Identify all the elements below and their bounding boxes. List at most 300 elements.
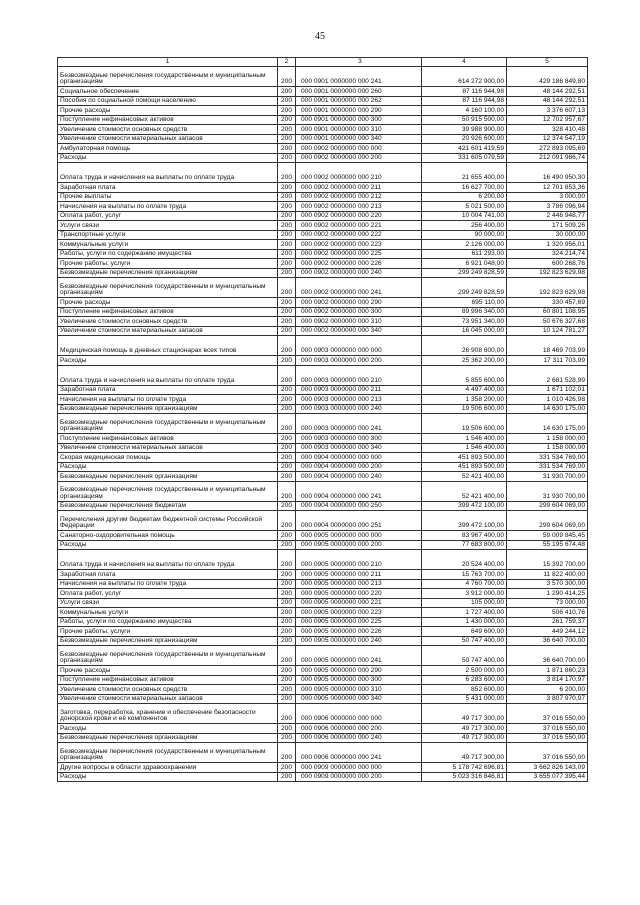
executed-amount: 261 759,37 [507,617,588,627]
executed-amount: 3 376 607,13 [507,106,588,116]
budget-code: 000 0902 0000000 000 211 [296,183,422,193]
approved-amount: 16 627 700,00 [422,183,507,193]
table-row [58,501,588,511]
approved-amount: 73 951 340,00 [422,317,507,327]
approved-amount: 5 023 316 846,81 [422,772,507,782]
row-label: Услуги связи [58,221,278,231]
approved-amount: 52 421 400,00 [422,481,507,501]
row-label: Оплата труда и начисления на выплаты по оплате труда [58,163,278,183]
budget-code: 000 0905 0000000 000 220 [296,589,422,599]
table-row [58,666,588,676]
table-row [58,211,588,221]
row-label: Коммунальные услуги [58,608,278,618]
executed-amount: 48 144 292,51 [507,96,588,106]
executed-amount: 3 786 096,94 [507,202,588,212]
executed-amount: 1 320 956,01 [507,240,588,250]
executed-amount: 2 446 948,77 [507,211,588,221]
table-row [58,462,588,472]
table-row [58,675,588,685]
line-code: 200 [278,221,296,231]
line-code: 200 [278,462,296,472]
executed-amount: 600 268,76 [507,259,588,269]
approved-amount: 20 926 600,00 [422,134,507,144]
row-label: Поступление нефинансовых активов [58,675,278,685]
row-label: 1 [58,58,278,67]
budget-code: 000 0902 0000000 000 240 [296,268,422,278]
row-label: Прочие расходы [58,298,278,308]
executed-amount: 1 871 860,23 [507,666,588,676]
executed-amount: 31 930 700,00 [507,472,588,482]
table-row [58,472,588,482]
approved-amount: 16 045 000,00 [422,326,507,336]
row-label: Заработная плата [58,183,278,193]
line-code: 200 [278,298,296,308]
row-label: Увеличение стоимости материальных запасов [58,443,278,453]
table-row [58,202,588,212]
approved-amount: 3 912 000,00 [422,589,507,599]
approved-amount: 105 000,00 [422,598,507,608]
line-code: 200 [278,627,296,637]
line-code: 200 [278,675,296,685]
budget-code: 000 0905 0000000 000 210 [296,550,422,570]
table-row [58,278,588,298]
table-row [58,404,588,414]
executed-amount: 171 509,26 [507,221,588,231]
approved-amount: 49 717 300,00 [422,724,507,734]
executed-amount: 1 158 000,00 [507,443,588,453]
executed-amount: 429 186 849,80 [507,67,588,87]
table-row [58,336,588,356]
row-label: Амбулаторная помощь [58,144,278,154]
approved-amount: 2 500 000,00 [422,666,507,676]
row-label: Оплата труда и начисления на выплаты по оплате труда [58,365,278,385]
executed-amount: 3 000,00 [507,192,588,202]
table-row [58,192,588,202]
approved-amount: 4 160 100,00 [422,106,507,116]
row-label: Перечисления другим бюджетам бюджетной системы Российской Федерации [58,511,278,531]
budget-code: 000 0906 0000000 000 000 [296,704,422,724]
executed-amount: 17 311 703,99 [507,356,588,366]
table-row [58,365,588,385]
approved-amount: 256 400,00 [422,221,507,231]
line-code: 200 [278,579,296,589]
budget-code: 000 0903 0000000 000 340 [296,443,422,453]
line-code: 200 [278,414,296,434]
row-label: Прочие выплаты [58,192,278,202]
budget-code: 000 0903 0000000 000 241 [296,414,422,434]
row-label: Расходы [58,356,278,366]
table-row [58,268,588,278]
executed-amount: 37 016 550,00 [507,733,588,743]
row-label: Медицинская помощь в дневных стационарах всех типов [58,336,278,356]
approved-amount: 89 996 340,00 [422,307,507,317]
row-label: Поступление нефинансовых активов [58,307,278,317]
approved-amount: 5 855 600,00 [422,365,507,385]
executed-amount: 60 801 108,95 [507,307,588,317]
line-code: 200 [278,96,296,106]
budget-code: 000 0905 0000000 000 221 [296,598,422,608]
line-code: 200 [278,724,296,734]
approved-amount: 331 605 079,59 [422,153,507,163]
line-code: 200 [278,453,296,463]
approved-amount: 1 727 400,00 [422,608,507,618]
table-row [58,385,588,395]
executed-amount: 5 [507,58,588,67]
approved-amount: 49 717 300,00 [422,733,507,743]
executed-amount: 2 681 528,99 [507,365,588,385]
row-label: Скорая медицинская помощь [58,453,278,463]
line-code: 200 [278,694,296,704]
line-code: 200 [278,472,296,482]
table-row [58,608,588,618]
table-row [58,395,588,405]
budget-code: 000 0905 0000000 000 300 [296,675,422,685]
line-code: 200 [278,733,296,743]
line-code: 200 [278,404,296,414]
budget-table [57,57,588,782]
budget-code: 000 0902 0000000 000 241 [296,278,422,298]
executed-amount: 328 410,48 [507,125,588,135]
approved-amount: 6 921 048,00 [422,259,507,269]
approved-amount: 4 497 400,00 [422,385,507,395]
budget-code: 000 0904 0000000 000 241 [296,481,422,501]
approved-amount: 1 358 200,00 [422,395,507,405]
executed-amount: 30 000,00 [507,230,588,240]
row-label: Безвозмездные перечисления государственным и муниципальным организациям [58,743,278,763]
budget-code: 000 0902 0000000 000 226 [296,259,422,269]
budget-code: 000 0904 0000000 000 250 [296,501,422,511]
approved-amount: 6 283 600,00 [422,675,507,685]
table-row [58,434,588,444]
row-label: Безвозмездные перечисления государственным и муниципальным организациям [58,646,278,666]
executed-amount: 37 016 550,00 [507,704,588,724]
table-row [58,763,588,773]
row-label: Транспортные услуги [58,230,278,240]
budget-code: 000 0901 0000000 000 290 [296,106,422,116]
budget-code: 000 0902 0000000 000 200 [296,153,422,163]
row-label: Увеличение стоимости основных средств [58,125,278,135]
budget-code: 000 0902 0000000 000 210 [296,163,422,183]
line-code: 200 [278,87,296,97]
approved-amount: 77 683 800,00 [422,540,507,550]
budget-code: 000 0909 0000000 000 000 [296,763,422,773]
line-code: 200 [278,685,296,695]
line-code: 200 [278,385,296,395]
line-code: 200 [278,144,296,154]
budget-code: 000 0901 0000000 000 310 [296,125,422,135]
budget-code: 000 0902 0000000 000 300 [296,307,422,317]
row-label: Коммунальные услуги [58,240,278,250]
line-code: 200 [278,772,296,782]
row-label: Прочие работы, услуги [58,627,278,637]
row-label: Заготовка, переработка, хранение и обеспечение безопасности донорской крови и её компонентов [58,704,278,724]
line-code: 200 [278,356,296,366]
row-label: Расходы [58,462,278,472]
line-code: 200 [278,192,296,202]
table-header-row [58,58,588,67]
line-code: 200 [278,163,296,183]
executed-amount: 12 701 853,36 [507,183,588,193]
executed-amount: 1 290 414,25 [507,589,588,599]
executed-amount: 1 158 000,00 [507,434,588,444]
executed-amount: 3 655 077 395,44 [507,772,588,782]
table-row [58,570,588,580]
approved-amount: 39 988 900,00 [422,125,507,135]
table-row [58,163,588,183]
budget-code: 000 0905 0000000 000 200 [296,540,422,550]
table-row [58,356,588,366]
budget-code: 000 0905 0000000 000 340 [296,694,422,704]
table-row [58,443,588,453]
row-label: Увеличение стоимости основных средств [58,317,278,327]
table-row [58,704,588,724]
table-row [58,298,588,308]
budget-code: 3 [296,58,422,67]
line-code: 200 [278,230,296,240]
budget-code: 000 0901 0000000 000 300 [296,115,422,125]
budget-code: 000 0905 0000000 000 310 [296,685,422,695]
table-row [58,511,588,531]
row-label: Социальное обеспечение [58,87,278,97]
budget-code: 000 0903 0000000 000 000 [296,336,422,356]
line-code: 200 [278,278,296,298]
budget-code: 000 0909 0000000 000 200 [296,772,422,782]
budget-code: 000 0903 0000000 000 211 [296,385,422,395]
budget-code: 000 0906 0000000 000 241 [296,743,422,763]
approved-amount: 6 200,00 [422,192,507,202]
row-label: Безвозмездные перечисления организациям [58,404,278,414]
budget-code: 000 0903 0000000 000 300 [296,434,422,444]
row-label: Начисления на выплаты по оплате труда [58,395,278,405]
approved-amount: 1 546 400,00 [422,443,507,453]
executed-amount: 449 244,12 [507,627,588,637]
executed-amount: 299 604 069,00 [507,501,588,511]
executed-amount: 212 091 986,74 [507,153,588,163]
table-row [58,694,588,704]
executed-amount: 10 124 781,27 [507,326,588,336]
budget-code: 000 0906 0000000 000 200 [296,724,422,734]
budget-code: 000 0905 0000000 000 213 [296,579,422,589]
row-label: Безвозмездные перечисления организациям [58,472,278,482]
approved-amount: 87 116 944,98 [422,96,507,106]
budget-code: 000 0902 0000000 000 220 [296,211,422,221]
approved-amount: 52 421 400,00 [422,472,507,482]
executed-amount: 12 702 957,67 [507,115,588,125]
table-row [58,550,588,570]
line-code: 200 [278,550,296,570]
executed-amount: 16 490 950,30 [507,163,588,183]
row-label: Санаторно-оздоровительная помощь [58,531,278,541]
budget-code: 000 0901 0000000 000 262 [296,96,422,106]
row-label: Работы, услуги по содержанию имущества [58,617,278,627]
executed-amount: 50 676 327,68 [507,317,588,327]
row-label: Заработная плата [58,570,278,580]
row-label: Безвозмездные перечисления организациям [58,636,278,646]
line-code: 200 [278,646,296,666]
budget-code: 000 0905 0000000 000 223 [296,608,422,618]
approved-amount: 614 272 900,00 [422,67,507,87]
approved-amount: 83 967 400,00 [422,531,507,541]
line-code: 200 [278,531,296,541]
budget-code: 000 0905 0000000 000 226 [296,627,422,637]
budget-code: 000 0904 0000000 000 240 [296,472,422,482]
approved-amount: 87 116 944,98 [422,87,507,97]
table-row [58,221,588,231]
line-code: 200 [278,608,296,618]
executed-amount: 192 823 629,98 [507,268,588,278]
executed-amount: 330 457,69 [507,298,588,308]
approved-amount: 49 717 300,00 [422,704,507,724]
executed-amount: 37 016 550,00 [507,743,588,763]
executed-amount: 331 534 769,00 [507,462,588,472]
executed-amount: 324 214,74 [507,249,588,259]
line-code: 200 [278,598,296,608]
row-label: Увеличение стоимости основных средств [58,685,278,695]
line-code: 200 [278,240,296,250]
approved-amount: 1 546 400,00 [422,434,507,444]
line-code: 200 [278,589,296,599]
executed-amount: 48 144 292,51 [507,87,588,97]
budget-code: 000 0902 0000000 000 223 [296,240,422,250]
approved-amount: 49 717 300,00 [422,743,507,763]
line-code: 200 [278,125,296,135]
budget-code: 000 0904 0000000 000 200 [296,462,422,472]
line-code: 200 [278,570,296,580]
approved-amount: 451 893 500,00 [422,462,507,472]
executed-amount: 12 374 547,19 [507,134,588,144]
approved-amount: 451 893 500,00 [422,453,507,463]
budget-code: 000 0903 0000000 000 210 [296,365,422,385]
executed-amount: 3 570 300,00 [507,579,588,589]
row-label: Пособия по социальной помощи населению [58,96,278,106]
table-row [58,125,588,135]
line-code: 200 [278,540,296,550]
executed-amount: 6 200,00 [507,685,588,695]
approved-amount: 2 126 000,00 [422,240,507,250]
line-code: 200 [278,365,296,385]
table-row [58,317,588,327]
table-row [58,579,588,589]
row-label: Безвозмездные перечисления государственным и муниципальным организациям [58,481,278,501]
executed-amount: 272 893 095,69 [507,144,588,154]
approved-amount: 50 915 500,00 [422,115,507,125]
line-code: 200 [278,636,296,646]
page-number: 45 [315,31,325,42]
budget-code: 000 0903 0000000 000 240 [296,404,422,414]
row-label: Расходы [58,772,278,782]
row-label: Прочие расходы [58,666,278,676]
line-code: 200 [278,434,296,444]
line-code: 200 [278,307,296,317]
line-code: 200 [278,336,296,356]
budget-code: 000 0905 0000000 000 225 [296,617,422,627]
table-row [58,589,588,599]
row-label: Оплата труда и начисления на выплаты по оплате труда [58,550,278,570]
approved-amount: 50 747 400,00 [422,636,507,646]
budget-code: 000 0904 0000000 000 251 [296,511,422,531]
line-code: 200 [278,395,296,405]
table-row [58,743,588,763]
approved-amount: 21 655 400,00 [422,163,507,183]
line-code: 200 [278,268,296,278]
line-code: 200 [278,443,296,453]
executed-amount: 36 640 700,00 [507,636,588,646]
approved-amount: 399 472 100,00 [422,511,507,531]
table-row [58,230,588,240]
table-row [58,96,588,106]
table-row [58,144,588,154]
table-row [58,733,588,743]
budget-code: 000 0901 0000000 000 340 [296,134,422,144]
table-row [58,627,588,637]
executed-amount: 3 662 826 143,09 [507,763,588,773]
executed-amount: 73 000,00 [507,598,588,608]
approved-amount: 10 004 741,00 [422,211,507,221]
approved-amount: 649 600,00 [422,627,507,637]
approved-amount: 299 249 828,59 [422,268,507,278]
executed-amount: 14 630 175,00 [507,404,588,414]
budget-code: 000 0904 0000000 000 000 [296,453,422,463]
executed-amount: 1 010 426,98 [507,395,588,405]
line-code: 200 [278,211,296,221]
line-code: 200 [278,481,296,501]
table-row [58,326,588,336]
table-row [58,183,588,193]
executed-amount: 3 814 170,97 [507,675,588,685]
approved-amount: 25 362 200,00 [422,356,507,366]
table-row [58,259,588,269]
budget-code: 000 0902 0000000 000 213 [296,202,422,212]
row-label: Оплата работ, услуг [58,211,278,221]
line-code: 200 [278,704,296,724]
line-code: 200 [278,202,296,212]
row-label: Увеличение стоимости материальных запасов [58,694,278,704]
approved-amount: 19 506 600,00 [422,404,507,414]
table-row [58,598,588,608]
approved-amount: 26 908 600,00 [422,336,507,356]
executed-amount: 3 807 970,97 [507,694,588,704]
row-label: Безвозмездные перечисления государственным и муниципальным организациям [58,278,278,298]
row-label: Расходы [58,724,278,734]
line-code: 200 [278,666,296,676]
row-label: Увеличение стоимости материальных запасов [58,134,278,144]
line-code: 200 [278,67,296,87]
budget-code: 000 0902 0000000 000 310 [296,317,422,327]
executed-amount: 14 630 175,00 [507,414,588,434]
row-label: Безвозмездные перечисления государственным и муниципальным организациям [58,67,278,87]
approved-amount: 19 506 600,00 [422,414,507,434]
budget-code: 000 0905 0000000 000 290 [296,666,422,676]
approved-amount: 50 747 400,00 [422,646,507,666]
approved-amount: 399 472 100,00 [422,501,507,511]
table-row [58,115,588,125]
budget-code: 000 0901 0000000 000 241 [296,67,422,87]
budget-code: 000 0902 0000000 000 225 [296,249,422,259]
executed-amount: 506 410,76 [507,608,588,618]
row-label: Безвозмездные перечисления организациям [58,733,278,743]
approved-amount: 4 [422,58,507,67]
table-row [58,87,588,97]
executed-amount: 11 822 400,00 [507,570,588,580]
line-code: 200 [278,317,296,327]
approved-amount: 695 110,00 [422,298,507,308]
row-label: Другие вопросы в области здравоохранения [58,763,278,773]
approved-amount: 1 430 000,00 [422,617,507,627]
line-code: 200 [278,501,296,511]
approved-amount: 5 178 742 696,81 [422,763,507,773]
line-code: 200 [278,106,296,116]
row-label: Безвозмездные перечисления бюджетам [58,501,278,511]
